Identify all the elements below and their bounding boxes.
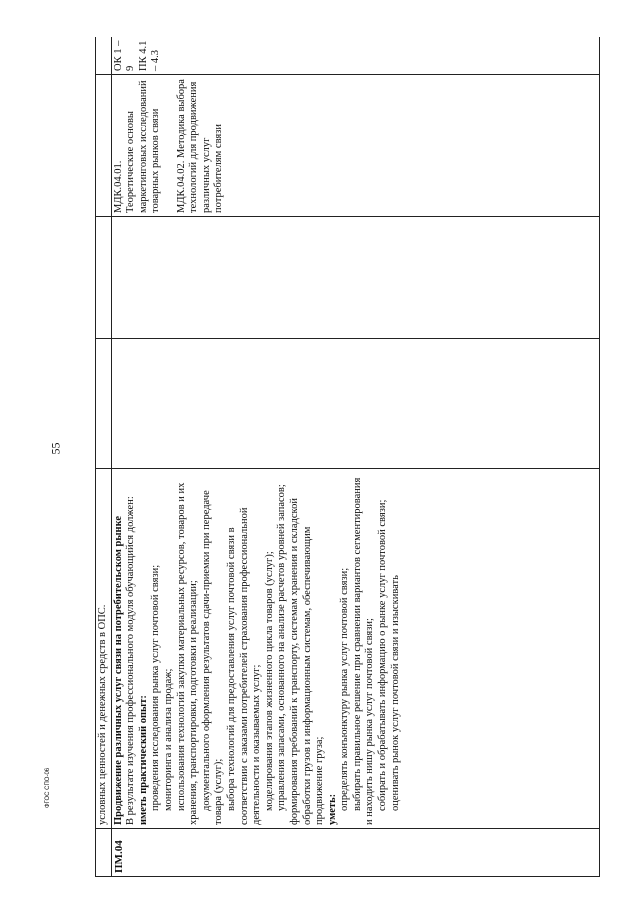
mdk-line: [163, 78, 176, 213]
col3-cell: [111, 339, 599, 469]
mdk-cell: [111, 75, 599, 217]
description-paragraph: документального оформления результатов сдачи-приемки при передаче товара (услуг);: [200, 490, 225, 825]
description-paragraph: определять конъюнктуру рынка услуг почтовой связи;: [339, 567, 351, 811]
competency-line: ОК 1 – 9: [112, 40, 137, 71]
table-row: [111, 37, 599, 877]
description-paragraph: проведения исследования рынка услуг почтовой связи;: [150, 564, 162, 811]
top-row-text: условных ценностей и денежных средств в ОПС.: [96, 469, 112, 829]
description-paragraph: иметь практический опыт:: [137, 695, 149, 825]
description-paragraph: использования технологий закупки материальных ресурсов, товаров и их хранения, транспортировки, подготовки и реализации;: [175, 482, 200, 825]
competencies-cell: [111, 37, 599, 75]
description-paragraph: собирать и обрабатывать информацию о рынке услуг почтовой связи;: [377, 499, 389, 811]
mdk-line: МДК.04.01.: [112, 160, 124, 213]
description-paragraph: управления запасами, основанного на анализе расчетов уровней запасов;: [276, 484, 288, 811]
col4-cell: [111, 217, 599, 339]
description-paragraph: формирования требований к транспорту, системам хранения и складской обработки грузов и информационным системам, обеспечивающим продвижение груза;: [288, 498, 326, 825]
page-number: 55: [48, 442, 63, 455]
description-paragraph: моделирования этапов жизненного цикла товаров (услуг);: [263, 551, 275, 811]
rotated-table-container: [95, 37, 600, 877]
empty-cell: [96, 75, 112, 217]
competency-line: ПК 4.1 – 4.3: [137, 40, 162, 71]
module-description: [111, 469, 599, 829]
mdk-line: Теоретические основы маркетинговых исследований товарных рынков связи: [125, 80, 162, 213]
description-paragraph: мониторинга и анализа продаж;: [162, 668, 174, 811]
description-paragraph: оценивать рынок услуг почтовой связи и изыскивать: [389, 575, 401, 811]
footer-mark: ФГОС СПО-06: [45, 767, 51, 808]
description-paragraph: В результате изучения профессионального модуля обучающийся должен:: [125, 496, 137, 825]
description-paragraph: уметь:: [326, 793, 338, 825]
description-paragraph: выбирать правильное решение при сравнении вариантов сегментирования и находить нишу рынка услуг почтовой связи;: [351, 477, 376, 825]
empty-cell: [96, 217, 112, 339]
description-paragraph: Продвижение различных услуг связи на потребительском рынке: [112, 515, 124, 825]
empty-cell: [96, 37, 112, 75]
empty-cell: [96, 339, 112, 469]
module-code: ПМ.04: [111, 829, 599, 877]
table-viewport: [95, 37, 600, 877]
empty-cell: [96, 829, 112, 877]
curriculum-table: [95, 37, 600, 877]
mdk-line: МДК.04.02. Методика выбора технологий для продвижения различных услуг потребителям связи: [175, 79, 225, 213]
table-row: [96, 37, 112, 877]
description-paragraph: выбора технологий для предоставления услуг почтовой связи в соответствии с заказами потребителей страхования профессиональной деятельности и оказываемых услуг;: [225, 507, 263, 825]
